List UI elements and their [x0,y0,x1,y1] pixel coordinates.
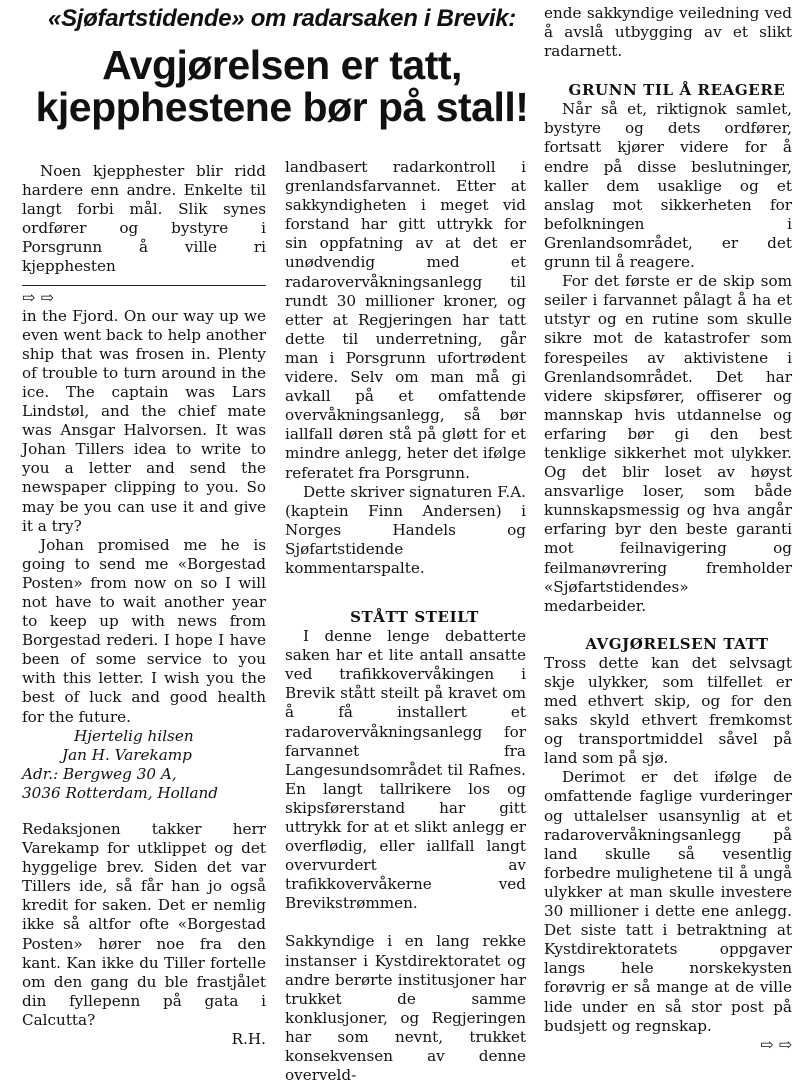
divider [22,285,266,286]
col2-paragraph-3: I denne lenge debatterte saken har et lite antall ansatte ved trafikkovervåkingen i Brevik stått steilt på kravet om å få installert et radarovervåkningsanlegg for farvannet fra Langesundsområdet til Rafnes. En langt tallrikere los og skipsførerstand har gitt uttrykk for at et slikt anlegg er overflødig, eller iallfall langt overvurdert av trafikkovervåkerne ved Brevikstrømmen. [285,627,526,913]
continued-arrows-icon: ⇨ ⇨ [22,287,54,307]
column-1 [22,162,266,1049]
headline-line-2: kjepphestene bør på stall! [35,84,529,130]
col3-paragraph-5: Derimot er det ifølge de omfattende faglige vurderinger og uttalelser usansynlig at et radarovervåkningsanlegg på land skulle så vesentlig forbedre mulighetene til å ungå ulykker at man skulle investere 30 millioner i dette ene anlegg. Det siste tatt i betraktning at Kystdirektoratets oppgaver langs hele norskekysten forøvrig er så mange at de ville lide under en så stor post på budsjett og regnskap. [544,768,792,1035]
signature-greeting: Hjertelig hilsen [74,726,194,745]
column-3 [544,4,792,1054]
end-arrows-icon: ⇨ ⇨ [760,1034,792,1054]
headline-line-1: Avgjørelsen er tatt, [102,42,462,88]
editor-note: Redaksjonen takker herr Varekamp for utklippet og det hyggelige brev. Siden det var Tillers ide, så får han jo også kredit for saken. Det er nemlig ikke så altfor ofte «Borgestad Posten» hører noe fra den kant. Kan ikke du Tiller fortelle om den gang du ble frastjålet din fyllepenn på gata i Calcutta? [22,820,266,1029]
signature-name: Jan H. Varekamp [62,745,192,764]
kicker: «Sjøfartstidende» om radarsaken i Brevik: [48,5,516,32]
signature-address-2: 3036 Rotterdam, Holland [22,783,219,802]
signature-address-1: Adr.: Bergweg 30 A, [22,764,177,783]
col2-paragraph-1: landbasert radarkontroll i grenlandsfarvannet. Etter at sakkyndigheten i meget vid forstand har gitt uttrykk for sin oppfatning av at det er unødvendig med et radarovervåkningsanlegg til rundt 30 millioner kroner, og etter at Regjeringen har tatt dette til underretning, går man i Porsgrunn ufortrødent videre. Selv om man må gi avkall på et omfattende overvåkningsanlegg, så bør iallfall døren stå på gløtt for et mindre anlegg, heter det ifølge referatet fra Porsgrunn. [285,158,526,482]
editor-initials: R.H. [231,1030,266,1049]
intro-paragraph: Noen kjepphester blir ridd hardere enn andre. Enkelte til langt forbi mål. Slik synes ordfører og bystyre i Porsgrunn å ville ri kjepphesten [22,162,266,276]
subheading-statt-steilt: STÅTT STEILT [350,608,479,627]
subheading-grunn-til-a-reagere: GRUNN TIL Å REAGERE [568,81,786,100]
col3-paragraph-4: Tross dette kan det selvsagt skje ulykker, som tilfellet er med ethvert skip, og for den saks skyld ethvert fremkomst og transportmiddel såvel på land som på sjø. [544,653,792,768]
col3-paragraph-2: Når så et, riktignok samlet, bystyre og dets ordfører, fortsatt kjører videre for å endre på disse beslutninger, kaller dem usaklige og et anslag mot sikkerheten for befolkningen i Grenlandsområdet, er det grunn til å reagere. [544,100,792,272]
col2-paragraph-4: Sakkyndige i en lang rekke instanser i Kystdirektoratet og andre berørte institusjoner har trukket de samme konklusjoner, og Regjeringen har som nevnt, trukket konsekvensen av denne overveld- [285,932,526,1085]
letter-paragraph-1: in the Fjord. On our way up we even went back to help another ship that was frosen in. Plenty of trouble to turn around in the ice. The captain was Lars Lindstøl, and the chief mate was Ansgar Halvorsen. It was Johan Tillers idea to write to you a letter and send the newspaper clipping to you. So may be you can use it and give it a try? [22,306,266,535]
col3-paragraph-1: ende sakkyndige veiledning ved å avslå utbygging av et slikt radarnett. [544,4,792,61]
headline [22,44,542,128]
subheading-avgjorelsen-tatt: AVGJØRELSEN TATT [585,634,769,653]
col3-paragraph-3: For det første er de skip som seiler i farvannet pålagt å ha et utstyr og en rutine som skulle sikre mot de katastrofer som forespeiles av aktivistene i Grenlandsområdet. Det har videre skipsfører, offiserer og mannskap hvis utdannelse og erfaring bør gi den best tenklige sikkerhet mot ulykker. Og det blir loset av høyst ansvarlige loser, som både kunnskapsmessig og hva angår erfaring byr den beste garanti mot feilnavigering og feilmanøvrering fremholder «Sjøfartstidendes» medarbeider. [544,272,792,615]
letter-paragraph-2: Johan promised me he is going to send me «Borgestad Posten» from now on so I will not have to wait another year to keep up with news from Borgestad rederi. I hope I have been of some service to you with this letter. I wish you the best of luck and good health for the future. [22,535,266,726]
col2-paragraph-2: Dette skriver signaturen F.A. (kaptein Finn Andersen) i Norges Handels og Sjøfartstidende kommentarspalte. [285,482,526,577]
column-2 [285,158,526,1085]
